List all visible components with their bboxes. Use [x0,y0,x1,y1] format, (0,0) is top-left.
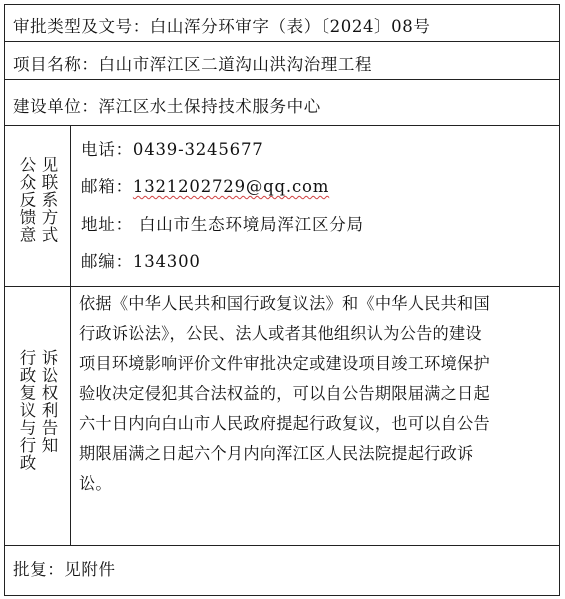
contact-email-label: 邮箱： [81,177,133,196]
rights-line: 六十日内向白山市人民政府提起行政复议，也可以自公告 [79,414,490,433]
contact-phone: 电话：0439-3245677 [81,140,264,159]
announcement-table [4,4,560,596]
contact-email-value[interactable]: 1321202729@qq.com [132,177,330,196]
rights-label-col1: 行政复议与行政 [17,349,36,472]
feedback-label-col1: 公众反馈意 [17,156,36,244]
feedback-contact-row [5,126,559,287]
builder-unit: 建设单位：浑江区水土保持技术服务中心 [13,97,321,116]
rights-line: 项目环境影响评价文件审批决定或建设项目竣工环境保护 [79,354,490,373]
rights-label-col2: 诉讼权利告知 [39,349,58,454]
reply-row [5,546,559,595]
contact-postcode: 邮编：134300 [81,252,201,271]
project-name-row [5,42,559,80]
feedback-label-col2: 见联系方式 [39,156,58,244]
contact-address: 地址： 白山市生态环境局浑江区分局 [81,215,364,234]
rights-notice-row [5,287,559,546]
rights-line: 依据《中华人民共和国行政复议法》和《中华人民共和国 [79,294,490,313]
builder-row [5,80,559,126]
rights-line: 讼。 [79,474,112,493]
feedback-label-cell [5,126,71,286]
rights-line: 行政诉讼法》，公民、法人或者其他组织认为公告的建设 [79,324,482,343]
contact-email [81,173,329,197]
rights-line: 验收决定侵犯其合法权益的，可以自公告期限届满之日起 [79,384,490,403]
rights-paragraph [79,287,553,499]
reply-text: 批复：见附件 [13,560,116,579]
rights-line: 期限届满之日起六个月内向浑江区人民法院提起行政诉 [79,444,474,463]
rights-label-cell [5,287,71,545]
approval-number: 审批类型及文号：白山浑分环审字（表）〔2024〕08号 [13,17,431,36]
approval-number-row [5,5,559,42]
project-name: 项目名称：白山市浑江区二道沟山洪沟治理工程 [13,55,373,74]
